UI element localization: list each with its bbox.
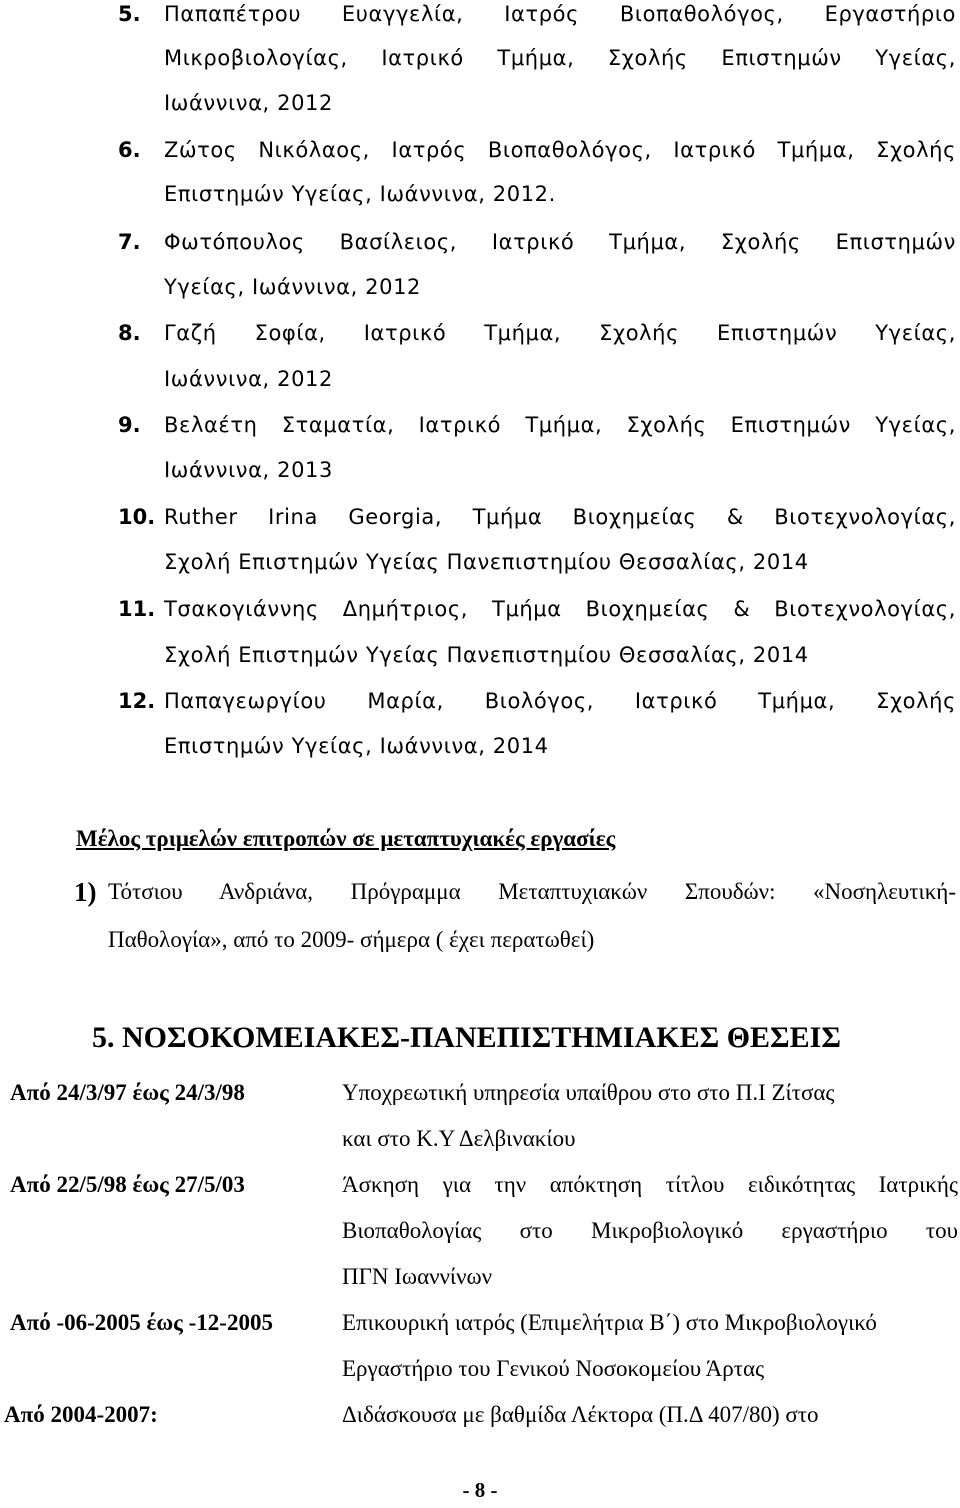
list-line: Φωτόπουλος Βασίλειος, Ιατρικό Τμήμα, Σχολής Επιστημών bbox=[164, 230, 956, 254]
list-line: Παπαγεωργίου Μαρία, Βιολόγος, Ιατρικό Τμήμα, Σχολής bbox=[164, 689, 956, 713]
list-number: 6. bbox=[118, 138, 141, 162]
position-period: Από -06-2005 έως -12-2005 bbox=[10, 1310, 273, 1335]
list-line: Μικροβιολογίας, Ιατρικό Τμήμα, Σχολής Επιστημών Υγείας, bbox=[164, 46, 956, 70]
list-line: Βελαέτη Σταματία, Ιατρικό Τμήμα, Σχολής Επιστημών Υγείας, bbox=[164, 413, 956, 437]
position-desc-line: Βιοπαθολογίας στο Μικροβιολογικό εργαστήριο του bbox=[342, 1218, 958, 1243]
list-number: 9. bbox=[118, 413, 141, 437]
position-period: Από 2004-2007: bbox=[4, 1402, 158, 1427]
committee-line: Τότσιου Ανδριάνα, Πρόγραμμα Μεταπτυχιακών Σπουδών: «Νοσηλευτική- bbox=[108, 879, 956, 904]
list-line: Παπαπέτρου Ευαγγελία, Ιατρός Βιοπαθολόγος, Εργαστήριο bbox=[164, 2, 956, 26]
list-number: 10. bbox=[118, 505, 156, 529]
position-period: Από 22/5/98 έως 27/5/03 bbox=[10, 1172, 245, 1197]
position-desc-line: Υποχρεωτική υπηρεσία υπαίθρου στο στο Π.Ι Ζίτσας bbox=[342, 1080, 835, 1105]
position-desc-line: Εργαστήριο του Γενικού Νοσοκομείου Άρτας bbox=[342, 1356, 765, 1381]
list-number: 11. bbox=[118, 597, 156, 621]
list-line: Τσακογιάννης Δημήτριος, Τμήμα Βιοχημείας & Βιοτεχνολογίας, bbox=[164, 597, 956, 621]
position-period: Από 24/3/97 έως 24/3/98 bbox=[10, 1080, 245, 1105]
position-desc-line: Διδάσκουσα με βαθμίδα Λέκτορα (Π.Δ 407/80) στο bbox=[342, 1402, 819, 1427]
page-number: - 8 - bbox=[462, 1478, 498, 1502]
list-line: Επιστημών Υγείας, Ιωάννινα, 2012. bbox=[164, 182, 556, 206]
list-line: Ιωάννινα, 2012 bbox=[164, 91, 333, 115]
position-desc-line: Άσκηση για την απόκτηση τίτλου ειδικότητας Ιατρικής bbox=[342, 1172, 958, 1197]
list-line: Ruther Irina Georgia, Τμήμα Βιοχημείας & Βιοτεχνολογίας, bbox=[164, 505, 956, 529]
list-line: Ιωάννινα, 2012 bbox=[164, 367, 333, 391]
list-line: Υγείας, Ιωάννινα, 2012 bbox=[164, 275, 421, 299]
list-line: Γαζή Σοφία, Ιατρικό Τμήμα, Σχολής Επιστημών Υγείας, bbox=[164, 321, 956, 345]
position-desc-line: και στο Κ.Υ Δελβινακίου bbox=[342, 1126, 576, 1151]
list-number: 7. bbox=[118, 230, 141, 254]
list-line: Ζώτος Νικόλαος, Ιατρός Βιοπαθολόγος, Ιατρικό Τμήμα, Σχολής bbox=[164, 138, 956, 162]
position-desc-line: Επικουρική ιατρός (Επιμελήτρια Β΄) στο Μικροβιολογικό bbox=[342, 1310, 877, 1335]
list-number: 12. bbox=[118, 689, 156, 713]
committee-number: 1) bbox=[74, 877, 97, 907]
list-number: 8. bbox=[118, 321, 141, 345]
list-line: Σχολή Επιστημών Υγείας Πανεπιστημίου Θεσσαλίας, 2014 bbox=[164, 550, 809, 574]
committee-heading: Μέλος τριμελών επιτροπών σε μεταπτυχιακές εργασίες bbox=[76, 826, 616, 851]
list-number: 5. bbox=[118, 2, 141, 26]
position-desc-line: ΠΓΝ Ιωαννίνων bbox=[342, 1264, 493, 1289]
list-line: Σχολή Επιστημών Υγείας Πανεπιστημίου Θεσσαλίας, 2014 bbox=[164, 643, 809, 667]
list-line: Ιωάννινα, 2013 bbox=[164, 458, 333, 482]
list-line: Επιστημών Υγείας, Ιωάννινα, 2014 bbox=[164, 734, 549, 758]
committee-line: Παθολογία», από το 2009- σήμερα ( έχει περατωθεί) bbox=[108, 927, 595, 952]
section-title: 5. ΝΟΣΟΚΟΜΕΙΑΚΕΣ-ΠΑΝΕΠΙΣΤΗΜΙΑΚΕΣ ΘΕΣΕΙΣ bbox=[92, 1021, 841, 1054]
